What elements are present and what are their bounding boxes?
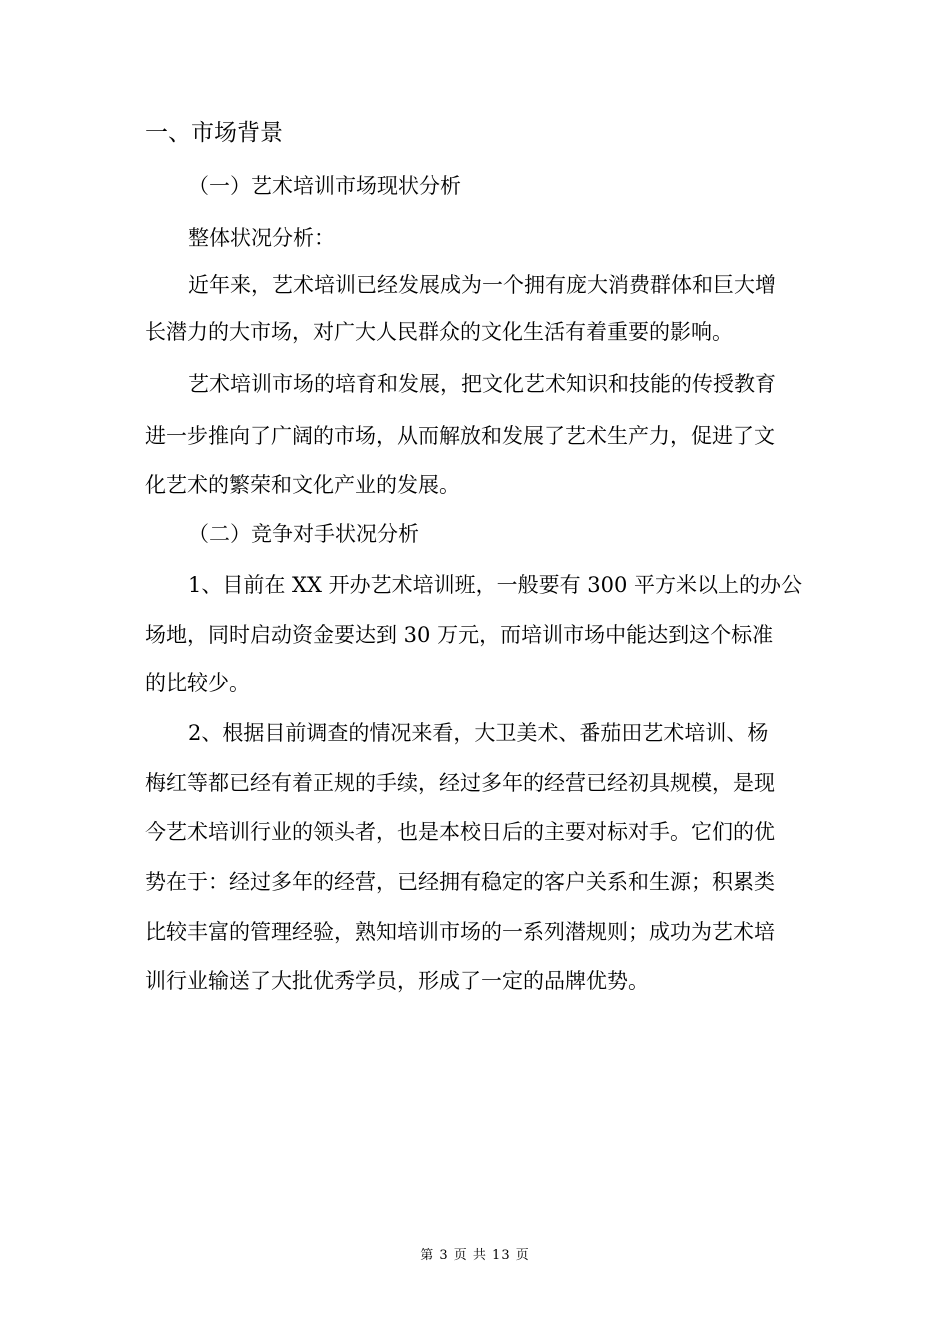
paragraph-line: 场地，同时启动资金要达到 30 万元，而培训市场中能达到这个标准 (145, 623, 774, 647)
paragraph-line: 今艺术培训行业的领头者，也是本校日后的主要对标对手。它们的优 (145, 820, 775, 844)
section-heading: 一、市场背景 (145, 120, 283, 146)
paragraph-line: 2、根据目前调查的情况来看，大卫美术、番茄田艺术培训、杨 (188, 721, 769, 745)
overall-analysis-label: 整体状况分析： (188, 226, 335, 250)
paragraph-line: 梅红等都已经有着正规的手续，经过多年的经营已经初具规模，是现 (145, 771, 775, 795)
subheading-market-status: （一）艺术培训市场现状分析 (188, 174, 461, 198)
paragraph-line: 近年来，艺术培训已经发展成为一个拥有庞大消费群体和巨大增 (188, 273, 776, 297)
paragraph-line: 比较丰富的管理经验，熟知培训市场的一系列潜规则；成功为艺术培 (145, 920, 775, 944)
page-footer: 第 3 页 共 13 页 (420, 1248, 530, 1263)
paragraph-line: 化艺术的繁荣和文化产业的发展。 (145, 473, 460, 497)
paragraph-line: 长潜力的大市场，对广大人民群众的文化生活有着重要的影响。 (145, 320, 733, 344)
paragraph-line: 训行业输送了大批优秀学员，形成了一定的品牌优势。 (145, 969, 649, 993)
paragraph-line: 艺术培训市场的培育和发展，把文化艺术知识和技能的传授教育 (188, 372, 776, 396)
paragraph-line: 进一步推向了广阔的市场，从而解放和发展了艺术生产力，促进了文 (145, 424, 775, 448)
paragraph-line: 1、目前在 XX 开办艺术培训班，一般要有 300 平方米以上的办公 (188, 573, 803, 597)
paragraph-line: 势在于：经过多年的经营，已经拥有稳定的客户关系和生源；积累类 (145, 870, 775, 894)
paragraph-line: 的比较少。 (145, 671, 250, 695)
subheading-competitors: （二）竞争对手状况分析 (188, 522, 419, 546)
